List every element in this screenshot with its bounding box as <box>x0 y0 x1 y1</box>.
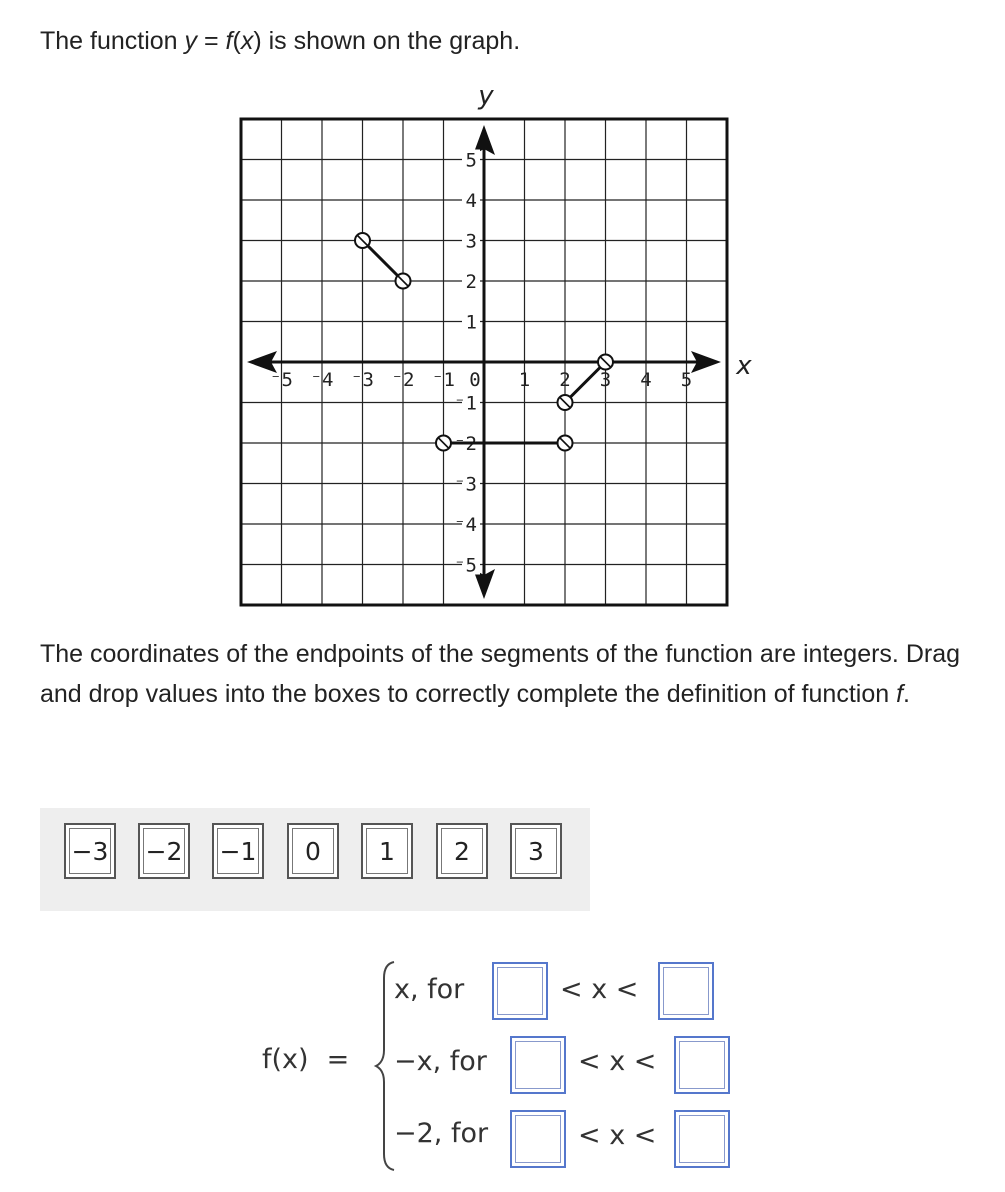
piece-3-relation: < x < <box>578 1120 657 1151</box>
y-tick-label: 2 <box>465 271 477 293</box>
y-tick-label: 3 <box>465 230 477 253</box>
y-tick-label: ⁻3 <box>454 473 477 496</box>
y-tick-label: ⁻4 <box>454 514 477 536</box>
piece-2-relation: < x < <box>578 1046 657 1077</box>
answer-tile-tray <box>40 808 590 911</box>
piece-1-relation: < x < <box>560 974 639 1005</box>
x-tick-label: ⁻2 <box>391 369 415 391</box>
prompt-text: The function y = f(x) is shown on the graph. <box>40 27 521 55</box>
x-tick-label: ⁻4 <box>310 369 334 391</box>
x-axis-label: x <box>736 351 752 381</box>
x-tick-label: ⁻1 <box>432 369 455 391</box>
x-tick-labels <box>270 369 692 391</box>
tile-1[interactable]: 1 <box>361 823 413 879</box>
tile-neg-3[interactable]: −3 <box>64 823 116 879</box>
function-segment <box>363 241 404 282</box>
piece-1-upper-drop-box[interactable] <box>658 962 714 1020</box>
y-axis-label: y <box>478 81 494 111</box>
piece-3-lower-drop-box[interactable] <box>510 1110 566 1168</box>
tile-2[interactable]: 2 <box>436 823 488 879</box>
tile-neg-1[interactable]: −1 <box>212 823 264 879</box>
piece-3-upper-drop-box[interactable] <box>674 1110 730 1168</box>
y-tick-label: 4 <box>465 190 477 212</box>
y-tick-label: ⁻5 <box>454 554 477 577</box>
y-tick-label: ⁻2 <box>454 433 477 455</box>
x-tick-label: 5 <box>680 369 693 391</box>
equation-lhs: f(x) = <box>262 1044 350 1075</box>
piece-2-expression: −x, for <box>394 1046 487 1077</box>
y-tick-label: 1 <box>465 311 477 334</box>
x-tick-label: 0 <box>469 369 481 391</box>
x-tick-label: 2 <box>559 369 571 391</box>
x-tick-label: 3 <box>599 369 612 391</box>
piece-3-expression: −2, for <box>394 1118 489 1149</box>
tile-3[interactable]: 3 <box>510 823 562 879</box>
x-tick-label: ⁻3 <box>351 369 374 391</box>
tile-neg-2[interactable]: −2 <box>138 823 190 879</box>
x-tick-label: 1 <box>518 369 531 391</box>
graph-axes <box>247 125 721 599</box>
piece-1-lower-drop-box[interactable] <box>492 962 548 1020</box>
function-graph <box>230 78 750 618</box>
piece-1-expression: x, for <box>394 974 465 1005</box>
x-tick-label: ⁻5 <box>270 369 293 391</box>
piece-2-upper-drop-box[interactable] <box>674 1036 730 1094</box>
tile-0[interactable]: 0 <box>287 823 339 879</box>
x-tick-label: 4 <box>640 369 652 391</box>
instructions-text: The coordinates of the endpoints of the segments of the function are integers. Drag and drop values into the boxes to correctly complete the definition of function f. <box>40 640 961 708</box>
y-tick-label: ⁻1 <box>454 392 477 415</box>
piece-2-lower-drop-box[interactable] <box>510 1036 566 1094</box>
y-tick-label: 5 <box>465 149 477 172</box>
